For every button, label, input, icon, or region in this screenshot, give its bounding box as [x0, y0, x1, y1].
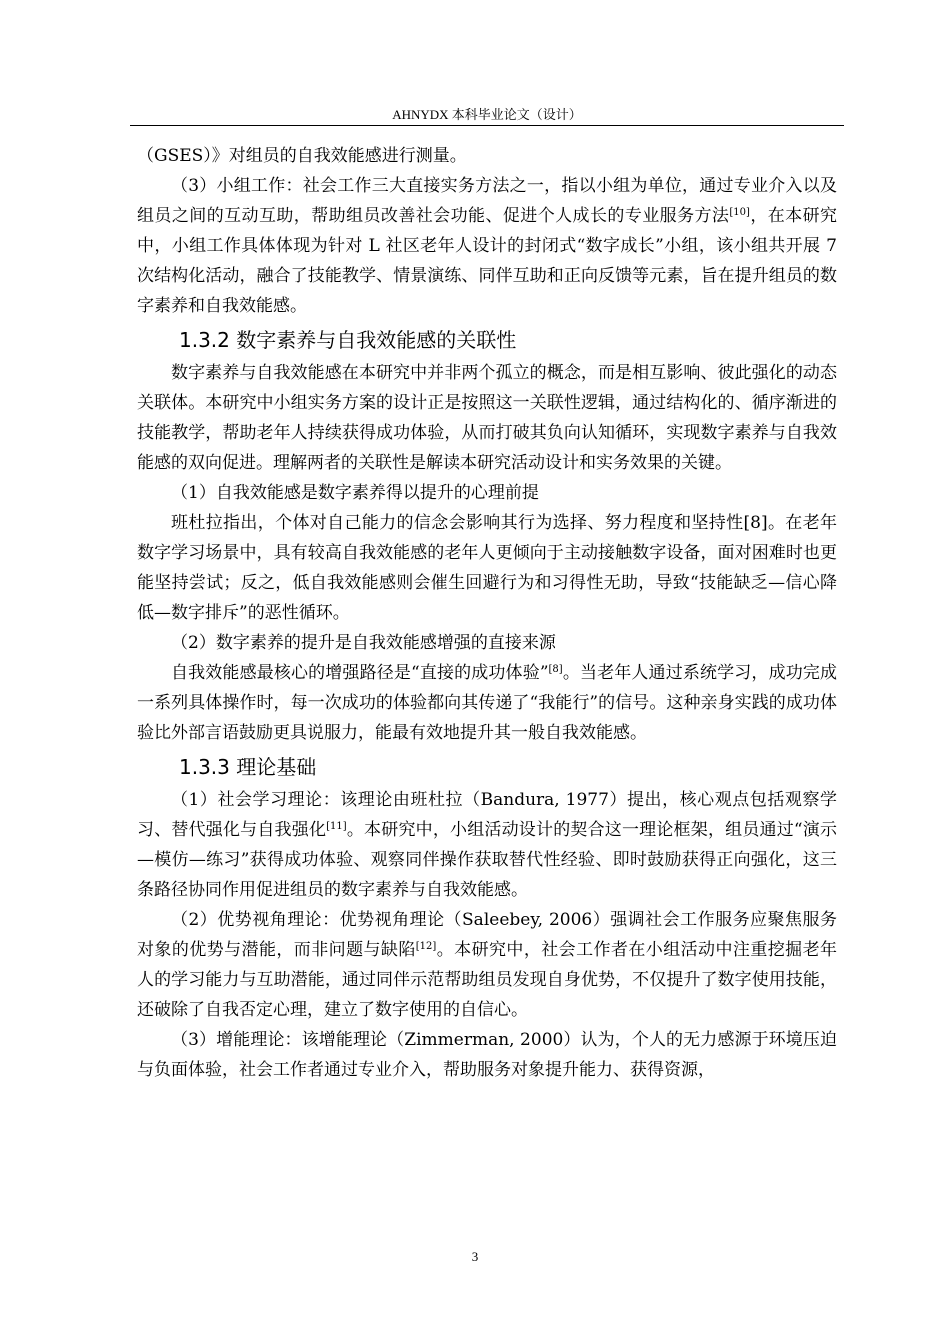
paragraph-gses: （GSES）》对组员的自我效能感进行测量。	[137, 146, 467, 166]
paragraph-bandura: 班杜拉指出，个体对自己能力的信念会影响其行为选择、努力程度和坚持性[8]。在老年数字学习场景中，具有较高自我效能感的老年人更倾向于主动接触数字设备，面对困难时也更能坚持尝试；反之，低自我效能感则会催生回避行为和习得性无助，导致“技能缺乏—信心降低—数字排斥”的恶性循环。	[137, 513, 837, 623]
section-heading-1-3-2: 1.3.2 数字素养与自我效能感的关联性	[179, 328, 517, 352]
citation: [12]	[415, 941, 437, 952]
citation: [10]	[729, 207, 750, 218]
citation: [11]	[326, 821, 347, 832]
citation: [8]	[548, 664, 563, 675]
paragraph-social-learning	[137, 785, 837, 905]
paragraph-text: 自我效能感最核心的增强路径是“直接的成功体验”	[171, 663, 549, 683]
document-body	[137, 141, 837, 1085]
section-heading-1-3-3: 1.3.3 理论基础	[179, 755, 317, 779]
paragraph-empowerment: （3）增能理论：该增能理论（Zimmerman, 2000）认为，个人的无力感源于环境压迫与负面体验，社会工作者通过专业介入，帮助服务对象提升能力、获得资源，	[137, 1030, 837, 1080]
paragraph-text: （1）社会学习理论：该理论由班杜拉（Bandura, 1977）提出，核心观点包括观察学习、替代强化与自我强化	[137, 790, 837, 840]
paragraph-text: ，在本研究中，小组工作具体体现为针对 L 社区老年人设计的封闭式“数字成长”小组，该小组共开展 7 次结构化活动，融合了技能教学、情景演练、同伴互助和正向反馈等元素，旨在提升组员的数字素养和自我效能感。	[137, 206, 838, 316]
paragraph-text: （3）小组工作：社会工作三大直接实务方法之一，指以小组为单位，通过专业介入以及组员之间的互动互助，帮助组员改善社会功能、促进个人成长的专业服务方法	[137, 176, 837, 226]
paragraph-text: 。本研究中，小组活动设计的契合这一理论框架，组员通过“演示—模仿—练习”获得成功体验、观察同伴操作获取替代性经验、即时鼓励获得正向强化，这三条路径协同作用促进组员的数字素养与自我效能感。	[137, 820, 837, 900]
paragraph-success-experience	[137, 658, 837, 748]
subheading-direct-source: （2）数字素养的提升是自我效能感增强的直接来源	[171, 633, 556, 653]
subheading-psychological-premise: （1）自我效能感是数字素养得以提升的心理前提	[171, 483, 539, 503]
paragraph-group-work	[137, 171, 837, 321]
paragraph-text: 。当老年人通过系统学习，成功完成一系列具体操作时，每一次成功的体验都向其传递了“我能行”的信号。这种亲身实践的成功体验比外部言语鼓励更具说服力，能最有效地提升其一般自我效能感。	[137, 663, 837, 743]
paragraph-text: 。本研究中，社会工作者在小组活动中注重挖掘老年人的学习能力与互助潜能，通过同伴示范帮助组员发现自身优势，不仅提升了数字使用技能，还破除了自我否定心理，建立了数字使用的自信心。	[137, 940, 838, 1020]
paragraph-text: （2）优势视角理论：优势视角理论（Saleebey, 2006）强调社会工作服务应聚焦服务对象的优势与潜能，而非问题与缺陷	[137, 910, 837, 960]
paragraph-correlation: 数字素养与自我效能感在本研究中并非两个孤立的概念，而是相互影响、彼此强化的动态关联体。本研究中小组实务方案的设计正是按照这一关联性逻辑，通过结构化的、循序渐进的技能教学，帮助老年人持续获得成功体验，从而打破其负向认知循环，实现数字素养与自我效能感的双向促进。理解两者的关联性是解读本研究活动设计和实务效果的关键。	[137, 363, 837, 473]
page-header: AHNYDX 本科毕业论文（设计）	[392, 107, 582, 122]
paragraph-strengths-perspective	[137, 905, 837, 1025]
header-rule	[130, 125, 844, 126]
page-number: 3	[471, 1249, 479, 1264]
